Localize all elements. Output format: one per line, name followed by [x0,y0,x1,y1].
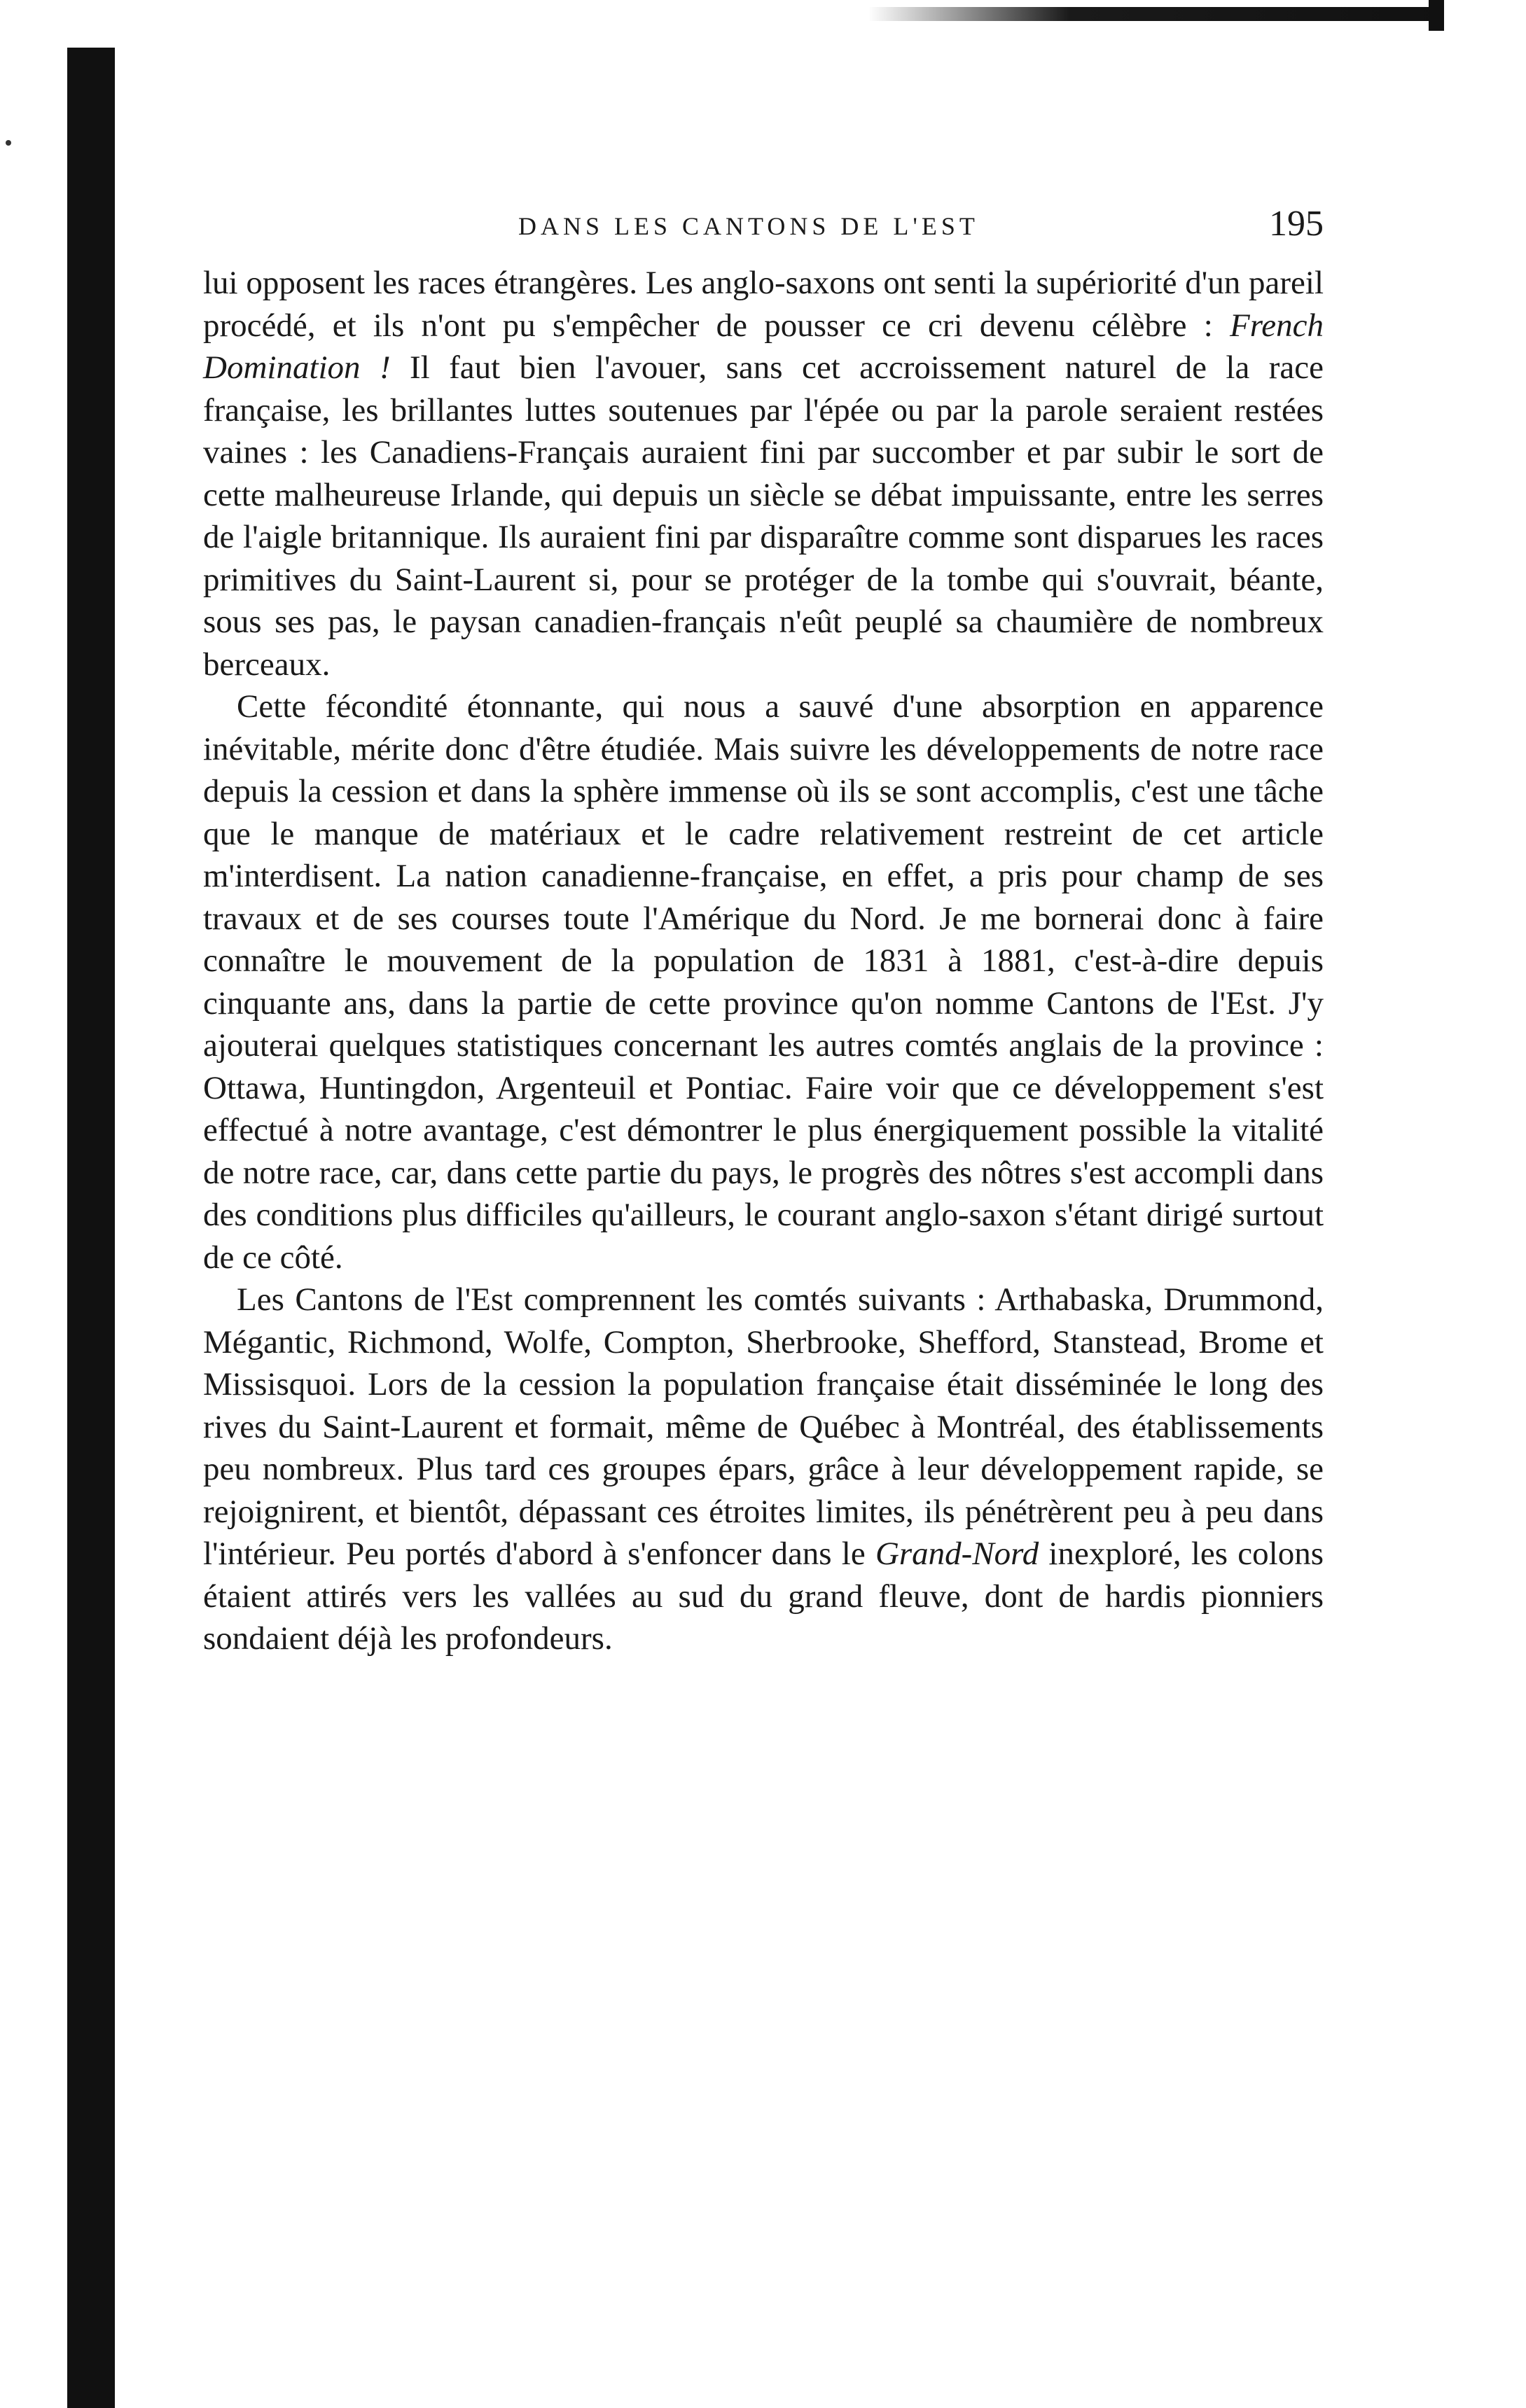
scan-speck [6,140,11,146]
paragraph-3 [203,1279,1324,1660]
running-title: DANS LES CANTONS DE L'EST [518,212,979,240]
book-page [203,196,1324,1660]
running-head [203,196,1324,245]
paragraph-3-italic-phrase: Grand-Nord [875,1536,1039,1572]
paragraph-3-text-end: inexploré, les colons étaient attirés vers les vallées au sud du grand fleuve, dont de hardis pionniers sondaient déjà les profondeurs. [203,1536,1324,1657]
body-text [203,262,1324,1660]
page-number: 195 [1269,204,1324,244]
paragraph-2 [203,685,1324,1279]
paragraph-2-text: Cette fécondité étonnante, qui nous a sauvé d'une absorption en apparence inévitable, mérite donc d'être étudiée. Mais suivre les développements de notre race depuis la cession et dans la sphère immense où ils se sont accomplis, c'est une tâche que le manque de matériaux et le cadre relativement restreint de cet article m'interdisent. La nation canadienne-française, en effet, a pris pour champ de ses travaux et de ses courses toute l'Amérique du Nord. Je me bornerai donc à faire connaître le mouvement de la population de 1831 à 1881, c'est-à-dire depuis cinquante ans, dans la partie de cette province qu'on nomme Cantons de l'Est. J'y ajouterai quelques statistiques concernant les autres comtés anglais de la province : Ottawa, Huntingdon, Argenteuil et Pontiac. Faire voir que ce développement s'est effectué à notre avantage, c'est démontrer le plus énergiquement possible la vitalité de notre race, car, dans cette partie du pays, le progrès des nôtres s'est accompli dans des conditions plus difficiles qu'ailleurs, le courant anglo-saxon s'étant dirigé surtout de ce côté. [203,688,1324,1276]
scan-binding-shadow [67,48,115,2408]
paragraph-3-text-start: Les Cantons de l'Est comprennent les comtés suivants : Arthabaska, Drummond, Mégantic, Richmond, Wolfe, Compton, Sherbrooke, Shefford, Stanstead, Brome et Missisquoi. Lors de la cession la population française était disséminée le long des rives du Saint-Laurent et formait, même de Québec à Montréal, des établissements peu nombreux. Plus tard ces groupes épars, grâce à leur développement rapide, se rejoignirent, et bientôt, dépassant ces étroites limites, ils pénétrèrent peu à peu dans l'intérieur. Peu portés d'abord à s'enfoncer dans le [203,1281,1324,1572]
paragraph-1-text-end: Il faut bien l'avouer, sans cet accroissement naturel de la race française, les brillantes luttes soutenues par l'épée ou par la parole seraient restées vaines : les Canadiens-Français auraient fini par succomber et par subir le sort de cette malheureuse Irlande, qui depuis un siècle se débat impuissante, entre les serres de l'aigle britannique. Ils auraient fini par disparaître comme sont disparues les races primitives du Saint-Laurent si, pour se protéger de la tombe qui s'ouvrait, béante, sous ses pas, le paysan canadien-français n'eût peuplé sa chaumière de nombreux berceaux. [203,349,1324,683]
paragraph-1-text-start: lui opposent les races étrangères. Les anglo-saxons ont senti la supériorité d'un pareil procédé, et ils n'ont pu s'empêcher de pousser ce cri devenu célèbre : [203,265,1324,344]
top-edge-mark [1429,0,1444,31]
top-edge-rule [868,7,1443,21]
paragraph-1-italic-phrase: French Domination ! [203,307,1324,386]
paragraph-1 [203,262,1324,685]
